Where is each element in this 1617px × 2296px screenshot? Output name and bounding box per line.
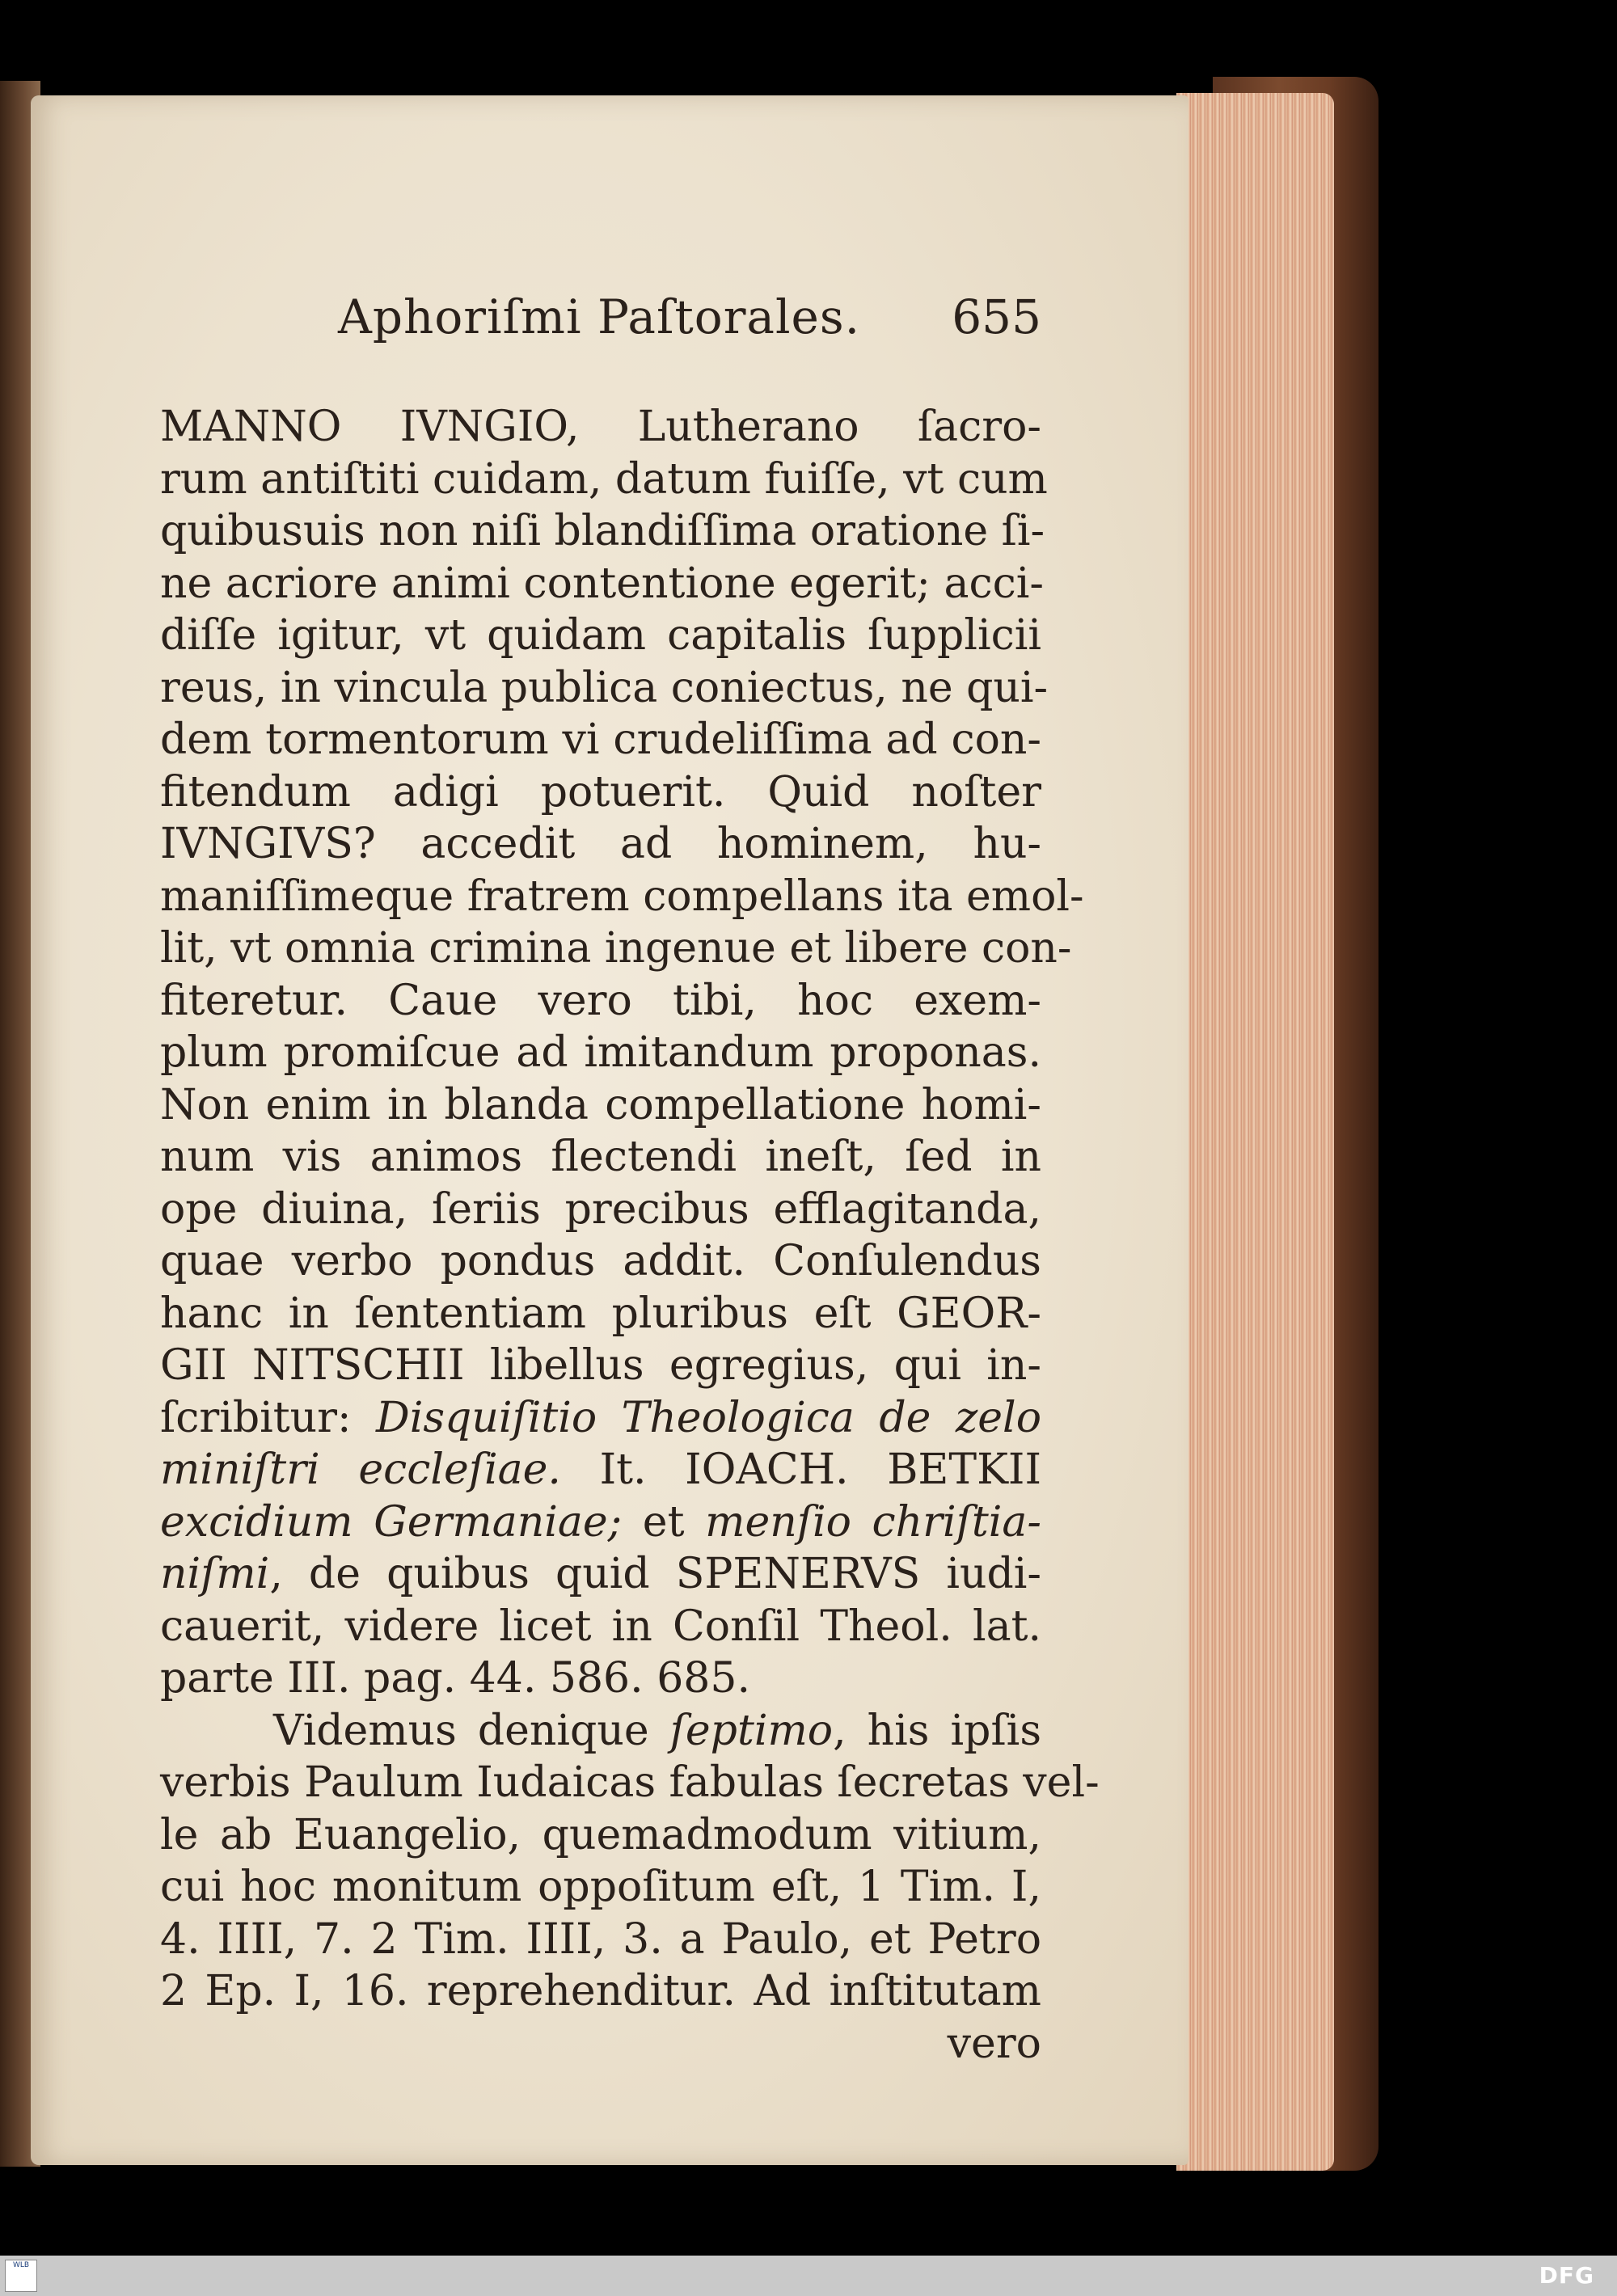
text-line <box>160 818 1041 870</box>
text-line <box>160 975 1041 1027</box>
text-line <box>160 1496 1041 1548</box>
text-run: fiteretur. Caue vero tibi, hoc exem- <box>160 976 1041 1025</box>
text-run: reus, in vincula publica coniectus, ne qui- <box>160 663 1049 712</box>
text-run: Videmus denique <box>273 1706 670 1755</box>
text-line <box>160 1131 1041 1183</box>
text-run: hanc in ſententiam pluribus eſt GEOR- <box>160 1289 1041 1338</box>
text-run: cauerit, videre licet in Conſil Theol. lat. <box>160 1602 1041 1651</box>
text-run: IVNGIVS? accedit ad hominem, hu- <box>160 820 1041 868</box>
text-run: 4. IIII, 7. 2 Tim. IIII, 3. a Paulo, et Petro <box>160 1914 1041 1964</box>
text-line <box>160 1235 1041 1287</box>
italic-text: menſio chriſtia- <box>705 1497 1042 1547</box>
text-run: num vis animos flectendi ineſt, ſed in <box>160 1133 1041 1181</box>
text-line <box>160 1288 1041 1340</box>
italic-text: ſeptimo <box>669 1706 834 1755</box>
text-line <box>160 1809 1041 1861</box>
text-line <box>160 1914 1041 1965</box>
italic-text: niſmi <box>160 1550 270 1598</box>
book-page <box>31 95 1188 2165</box>
text-line <box>160 662 1049 714</box>
running-head <box>160 289 1041 354</box>
library-logo <box>5 2260 37 2292</box>
text-line <box>160 1340 1041 1391</box>
italic-text: miniſtri eccleſiae. <box>160 1446 561 1494</box>
text-run: quibusuis non niſi blandiſſima oratione ſi- <box>160 507 1045 555</box>
text-run: le ab Euangelio, quemadmodum vitium, <box>160 1810 1041 1859</box>
italic-text: Disquiſitio Theologica de zelo <box>376 1393 1041 1442</box>
text-run: rum antiſtiti cuidam, datum fuiſſe, vt cum <box>160 454 1048 504</box>
text-line <box>160 1184 1041 1235</box>
header-title: Aphoriſmi Paſtorales. <box>338 289 861 344</box>
text-run: MANNO IVNGIO, Lutherano ſacro- <box>160 403 1041 451</box>
text-run: ſcribitur: <box>160 1393 377 1442</box>
text-line <box>160 1652 1041 1704</box>
text-run: quae verbo pondus addit. Conſulendus <box>160 1237 1041 1285</box>
text-run: Non enim in blanda compellatione homi- <box>160 1080 1041 1129</box>
text-line <box>160 558 1044 610</box>
text-run: ope diuina, ſeriis precibus efflagitanda, <box>160 1184 1041 1234</box>
text-line <box>160 1601 1041 1652</box>
viewer-footer-bar <box>0 2256 1617 2296</box>
text-line <box>160 922 1072 974</box>
page-edges <box>1176 93 1334 2171</box>
text-run: , his ipſis <box>833 1706 1041 1755</box>
text-run: verbis Paulum Iudaicas fabulas ſecretas vel- <box>160 1758 1100 1807</box>
text-run: cui hoc monitum oppoſitum eſt, 1 Tim. I, <box>160 1863 1041 1911</box>
text-run: lit, vt omnia crimina ingenue et libere con- <box>160 924 1072 973</box>
text-line <box>160 505 1045 557</box>
text-line <box>160 1548 1041 1600</box>
text-line <box>160 454 1048 505</box>
text-line <box>160 1757 1100 1809</box>
text-line <box>160 1444 1041 1496</box>
text-run: diſſe igitur, vt quidam capitalis ſupplicii <box>160 611 1041 660</box>
text-run: parte III. pag. 44. 586. 685. <box>160 1654 750 1703</box>
dfg-logo: DFG <box>1539 2262 1594 2289</box>
text-line <box>160 1705 1041 1757</box>
text-run: It. IOACH. BETKII <box>560 1446 1041 1494</box>
text-run: 2 Ep. I, 16. reprehenditur. Ad inſtitutam <box>160 1967 1041 2015</box>
text-run: et <box>622 1497 706 1547</box>
text-run: dem tormentorum vi crudeliſſima ad con- <box>160 715 1041 764</box>
text-line <box>160 610 1041 661</box>
text-line <box>160 401 1041 453</box>
text-line <box>160 871 1084 922</box>
text-line <box>160 1392 1041 1444</box>
text-line <box>160 1027 1041 1078</box>
text-run: GII NITSCHII libellus egregius, qui in- <box>160 1341 1041 1390</box>
text-line <box>160 766 1041 818</box>
text-run: maniſſimeque fratrem compellans ita emol- <box>160 872 1084 921</box>
text-run: , de quibus quid SPENERVS iudi- <box>269 1550 1041 1598</box>
text-run: fitendum adigi potuerit. Quid noſter <box>160 767 1041 817</box>
italic-text: excidium Germaniae; <box>160 1497 623 1547</box>
text-line <box>160 1861 1041 1913</box>
text-line <box>160 714 1041 766</box>
text-line <box>160 1079 1041 1131</box>
library-logo-text: WLB <box>12 2261 30 2269</box>
text-line <box>160 1965 1041 2017</box>
text-run: plum promiſcue ad imitandum proponas. <box>160 1028 1041 1077</box>
text-run: ne acriore animi contentione egerit; acci- <box>160 559 1044 608</box>
page-number: 655 <box>952 289 1041 344</box>
catchword: vero <box>947 2019 1041 2068</box>
